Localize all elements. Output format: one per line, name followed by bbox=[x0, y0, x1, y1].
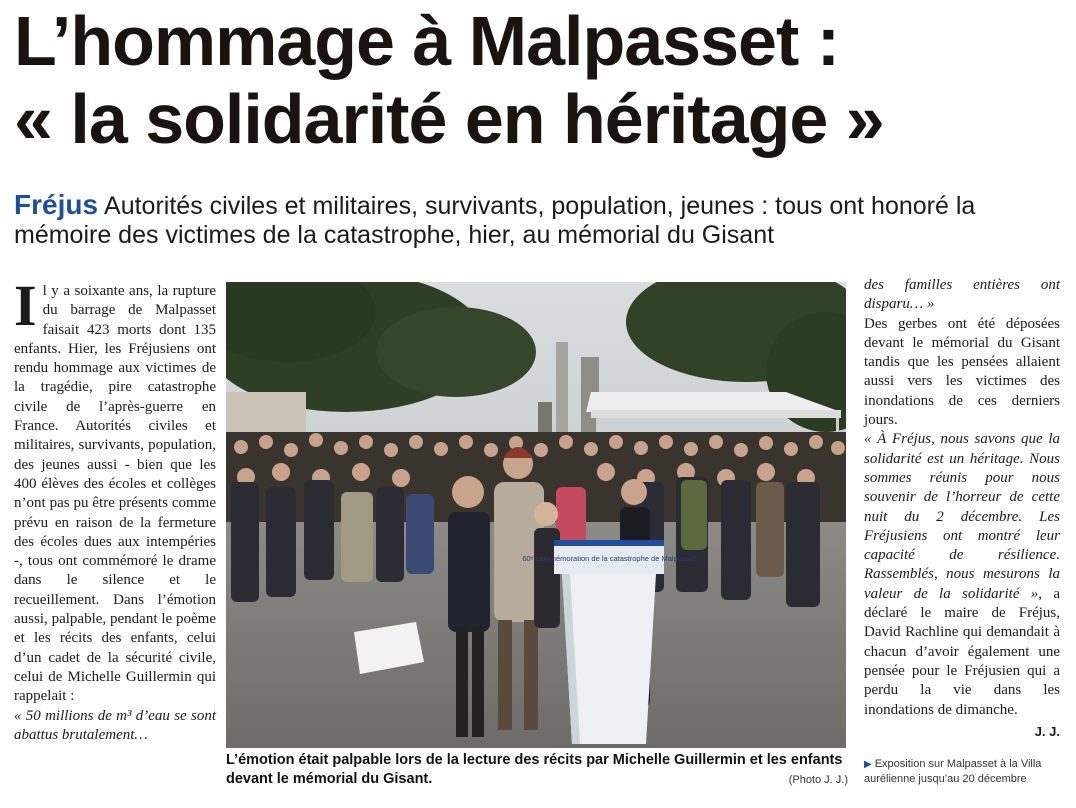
deck-text: Autorités civiles et militaires, survivants, population, jeunes : tous ont honoré la mémoire des victimes de la catastrophe, hier, au mémorial du Gisant bbox=[14, 192, 976, 249]
article-photo bbox=[226, 282, 846, 748]
mayor-quote: « À Fréjus, nous savons que la solidarité est un héritage. Nous sommes réunis pour nous souvenir de l’horreur de cette nuit du 2 décembre. Les Fréjusiens ont montré leur capacité de résilience. Rassemblés, nous mesurons la valeur de la solidarité », bbox=[864, 431, 1060, 602]
article-paragraph-1: l y a soixante ans, la rupture du barrage de Malpasset faisait 423 morts dont 135 enfants. Hier, les Fréjusiens ont rendu hommage aux victimes de la tragédie, pire catastrophe civile de l’après-guerre en France. Autorités civiles et militaires, survivants, population, des jeunes aussi - bien que les 400 élèves des écoles et collèges n’ont pas pu être présents comme prévu en raison de la fermeture des écoles dues aux intempéries -, tous ont commémoré le drame dans le silence et le recueillement. Dans l’émotion aussi, palpable, pendant le poème et les récits des enfants, celui d’un cadet de la sécurité civile, celui de Michelle Guillermin qui rappelait : bbox=[14, 283, 216, 705]
article-column-left bbox=[14, 273, 216, 745]
caption-text: L’émotion était palpable lors de la lecture des récits par Michelle Guillermin et les enfants devant le mémorial du Gisant. bbox=[226, 752, 843, 787]
exhibition-note bbox=[864, 757, 1064, 787]
deck bbox=[14, 190, 1064, 250]
headline-line-1: L’hommage à Malpasset : bbox=[14, 2, 840, 80]
exhibition-note-text: Exposition sur Malpasset à la Villa aurélienne jusqu’au 20 décembre bbox=[864, 758, 1042, 785]
headline bbox=[14, 2, 1064, 158]
arrow-icon: ▶ bbox=[864, 759, 872, 770]
lectern-label: 60ᵉ commémoration de la catastrophe de Malpasset bbox=[522, 554, 696, 563]
headline-line-2: « la solidarité en héritage » bbox=[14, 80, 884, 158]
quote-continuation: des familles entières ont disparu… » bbox=[864, 277, 1060, 313]
photo-credit: (Photo J. J.) bbox=[788, 774, 848, 786]
drop-cap: I bbox=[14, 273, 37, 338]
location-label: Fréjus bbox=[14, 189, 99, 220]
author-byline: J. J. bbox=[1034, 723, 1060, 739]
quote-start: « 50 millions de m³ d’eau se sont abattus brutalement… bbox=[14, 707, 216, 743]
article-paragraph-3: a déclaré le maire de Fréjus, David Rachline qui demandait à chacun d’avoir également une pensée pour le Fréjusien qui a perdu la vie dans les inondations de dimanche. bbox=[864, 585, 1061, 718]
article-paragraph-2: Des gerbes ont été déposées devant le mémorial du Gisant tandis que les pensées allaient aussi vers les victimes des inondations de ces derniers jours. bbox=[864, 315, 1060, 429]
photo-caption bbox=[226, 751, 848, 789]
article-column-right bbox=[864, 276, 1060, 741]
